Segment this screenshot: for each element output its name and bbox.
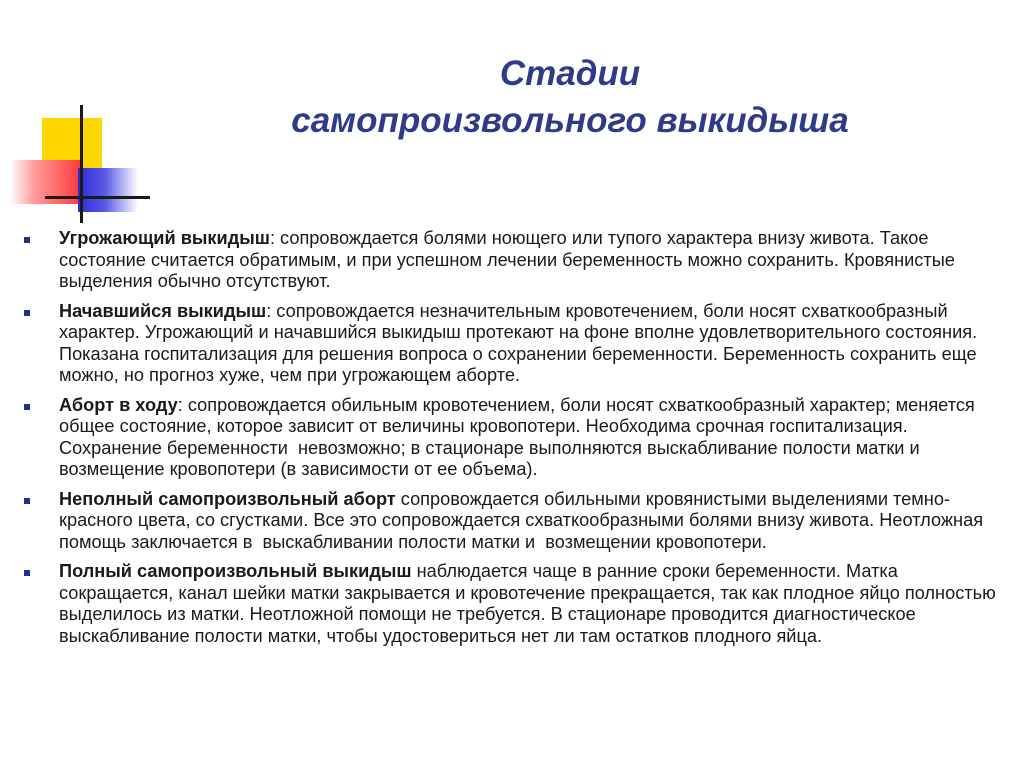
bullet-item-complete [22,561,1012,647]
bullet-term: Угрожающий выкидыш [59,228,270,248]
bullet-text: : сопровождается обильным кровотечением, боли носят схваткообразный характер; меняется общее состояние, которое зависит от величины кровопотери. Необходима срочная госпитализация. Сохранение беременности невозможно; в стационаре выполняются выскабливание полости матки и возмещение кровопотери (в зависимости от ее объема). [59,394,980,479]
title-line-2: самопроизвольного выкидыша [291,101,849,140]
decorative-corner-graphic [0,0,150,230]
square-bullet-icon [24,404,30,410]
square-bullet-icon [24,570,30,576]
bullet-text: : сопровождается незначительным кровотечением, боли носят схваткообразный характер. Угрожающий и начавшийся выкидыш протекают на фоне вполне удовлетворительного состояния. Показана госпитализация для решения вопроса о сохранении беременности. Беременность сохранить еще можно, но прогноз хуже, чем при угрожающем аборте. [59,300,983,385]
title-line-1: Стадии [499,54,641,93]
bullet-term: Неполный самопроизвольный аборт [59,488,396,509]
square-bullet-icon [24,237,30,243]
bullet-item-incomplete [22,489,1012,554]
bullet-term: Аборт в ходу [59,394,178,415]
bullet-term: Начавшийся выкидыш [59,300,267,321]
bullet-text: сопровождается обильными кровянистыми выделениями темно-красного цвета, со сгустками. Все это сопровождается схваткообразными болями внизу живота. Неотложная помощь заключается в выскабливании полости матки и возмещении кровопотери. [59,488,989,552]
horizontal-line-decoration [45,196,150,199]
square-bullet-icon [24,310,30,316]
bullet-item-threatened [22,228,1012,293]
bullet-text: : сопровождается болями ноющего или тупого характера внизу живота. Такое состояние считается обратимым, и при успешном лечении беременность можно сохранить. Кровянистые выделения обычно отсутствуют. [59,228,960,291]
blue-gradient-decoration [78,168,138,212]
bullet-list [22,228,1012,655]
vertical-line-decoration [80,105,83,223]
bullet-item-inevitable [22,395,1012,481]
bullet-term: Полный самопроизвольный выкидыш [59,561,412,581]
bullet-text: наблюдается чаще в ранние сроки беременности. Матка сокращается, канал шейки матки закрывается и кровотечение прекращается, так как плодное яйцо полностью выделилось из матки. Неотложной помощи не требуется. В стационаре проводится диагностическое выскабливание полости матки, чтобы удостовериться нет ли там остатков плодного яйца. [59,561,1001,646]
bullet-item-incipient [22,301,1012,387]
square-bullet-icon [24,498,30,504]
slide-title [180,50,960,144]
